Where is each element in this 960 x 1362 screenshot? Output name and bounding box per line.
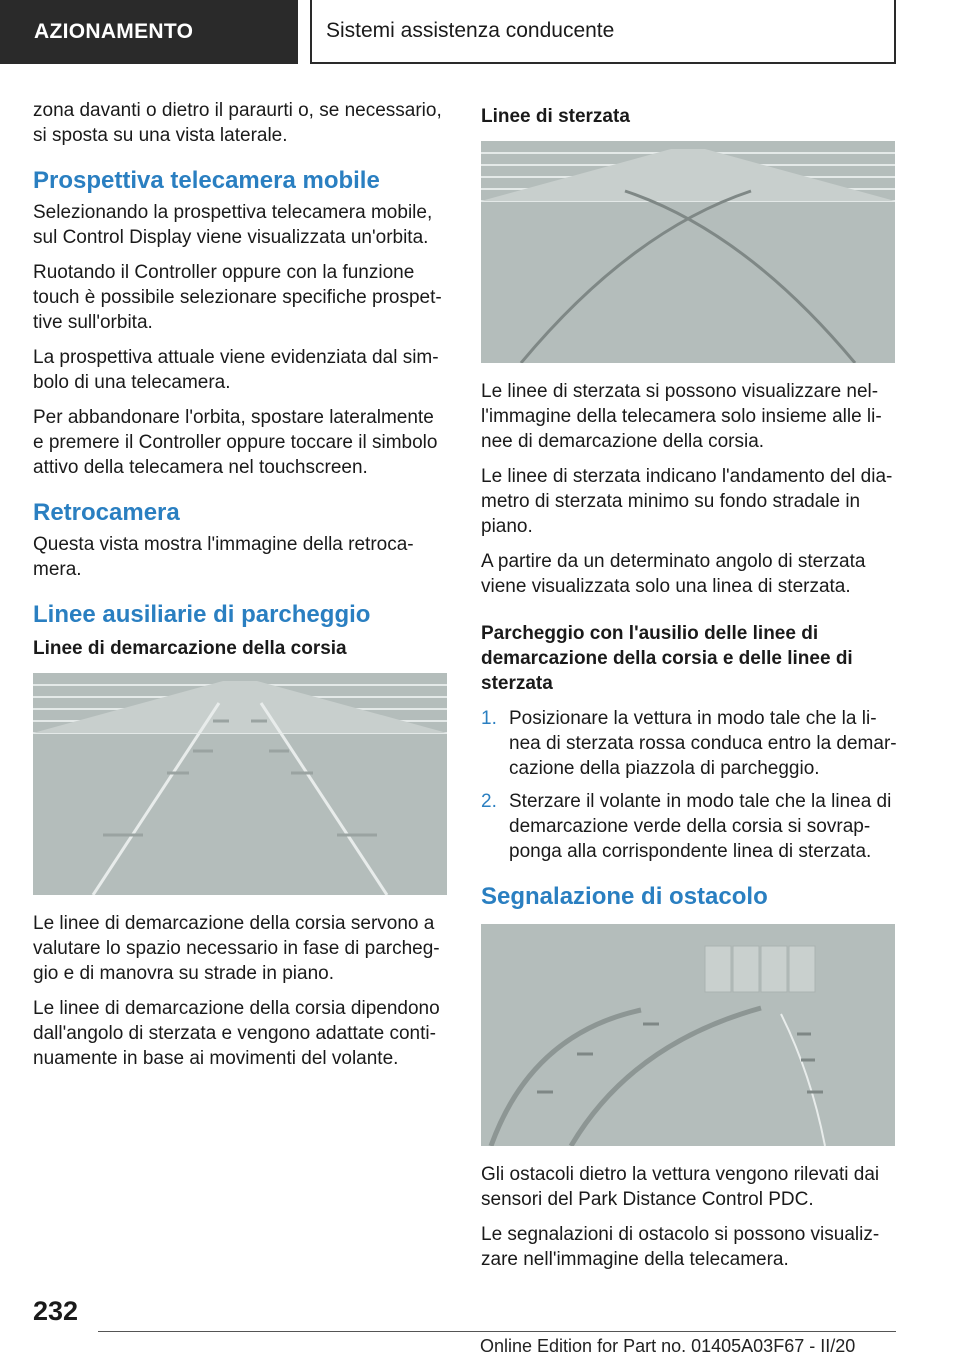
chapter-title: Sistemi assistenza conducente [310,0,896,64]
paragraph: Le linee di sterzata indicano l'andamento del dia-metro di sterzata minimo su fondo stradale in piano. [481,466,893,537]
step-number: 1. [481,708,497,729]
list-item [481,706,897,781]
heading-retrocamera: Retrocamera [33,499,180,526]
paragraph: Le linee di demarcazione della corsia servono a valutare lo spazio necessario in fase di parcheg-gio e di manovra su strade in piano. [33,913,440,984]
paragraph: Selezionando la prospettiva telecamera mobile, sul Control Display viene visualizzata un'orbita. [33,202,433,248]
edition-note: Online Edition for Part no. 01405A03F67 - II/20 [480,1336,856,1356]
step-text: Posizionare la vettura in modo tale che la li-nea di sterzata rossa conduca entro la demar-cazione della piazzola di parcheggio. [509,708,897,779]
steering-lines-illustration [481,141,895,363]
paragraph: Ruotando il Controller oppure con la funzione touch è possibile selezionare specifiche prospet-tive sull'orbita. [33,262,442,333]
paragraph: La prospettiva attuale viene evidenziata dal sim-bolo di una telecamera. [33,347,439,393]
footer-divider [98,1331,896,1332]
paragraph: Le segnalazioni di ostacolo si possono visualiz-zare nell'immagine della telecamera. [481,1224,880,1270]
step-text: Sterzare il volante in modo tale che la linea di demarcazione verde della corsia si sovrap-ponga alla corrispondente linea di sterzata. [509,791,892,862]
paragraph: Le linee di sterzata si possono visualizzare nel-l'immagine della telecamera solo insieme alle li-nee di demarcazione della corsia. [481,381,882,452]
paragraph: Per abbandonare l'orbita, spostare lateralmente e premere il Controller oppure toccare il simbolo attivo della telecamera nel touchscreen. [33,407,438,478]
right-column [481,98,897,1282]
paragraph: Le linee di demarcazione della corsia dipendono dall'angolo di sterzata e vengono adattate conti-nuamente in base ai movimenti del volante. [33,998,440,1069]
step-number: 2. [481,791,497,812]
subheading-demarcazione: Linee di demarcazione della corsia [33,638,347,659]
paragraph: Questa vista mostra l'immagine della retroca-mera. [33,534,414,580]
obstacle-warning-illustration [481,924,895,1146]
paragraph: Gli ostacoli dietro la vettura vengono rilevati dai sensori del Park Distance Control PDC. [481,1164,880,1210]
section-tab: AZIONAMENTO [0,0,298,64]
paragraph: A partire da un determinato angolo di sterzata viene visualizzata solo una linea di sterzata. [481,551,866,597]
subheading-parcheggio-ausilio: Parcheggio con l'ausilio delle linee di demarcazione della corsia e delle linee di sterzata [481,623,853,694]
intro-paragraph: zona davanti o dietro il paraurti o, se necessario, si sposta su una vista laterale. [33,100,442,146]
heading-segnalazione-ostacolo: Segnalazione di ostacolo [481,883,768,910]
heading-linee-ausiliarie: Linee ausiliarie di parcheggio [33,601,371,628]
subheading-linee-sterzata: Linee di sterzata [481,106,630,127]
lane-lines-illustration [33,673,447,895]
list-item [481,789,897,864]
page-number: 232 [33,1296,79,1326]
left-column [33,98,449,1081]
parking-steps-list [481,706,897,864]
heading-prospettiva-mobile: Prospettiva telecamera mobile [33,167,380,194]
